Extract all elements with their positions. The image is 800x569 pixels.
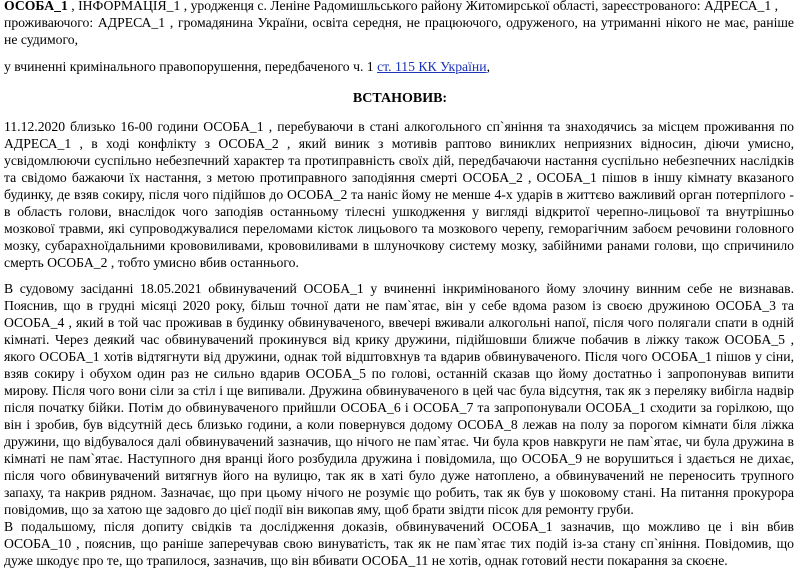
paragraph-2-line: кімнаті. Через деякий час обвинувачений прокинувся від крику дружини, підійшовши ближче побачив в ліжку також ОСОБА_5 ,	[4, 332, 794, 347]
paragraph-2-line: запаху, та накрив рядном. Зазначає, що при цьому нічого не розуміє що робить, так як був у шоковому стані. На питання прокурора	[4, 485, 794, 500]
paragraph-2-line: якого ОСОБА_1 хотів відтягнути від дружини, однак той відштовхнув та вдарив обвинуваченого. Після чого ОСОБА_1 пішов у сіни,	[4, 349, 794, 364]
paragraph-2-line: В судовому засіданні 18.05.2021 обвинувачений ОСОБА_1 у вчиненні інкримінованого йому злочину винним себе не визнавав.	[4, 281, 794, 296]
paragraph-3-line: ОСОБА_10 , пояснив, що раніше заперечував свою винуватість, так як не пам`ятає тих подій із-за стану сп`яніння. Повідомив, що	[4, 536, 794, 551]
intro-line-2: проживаючого: АДРЕСА_1 , громадянина України, освіта середня, не працюючого, одруженого, на утриманні нікого не має, раніше	[4, 15, 794, 30]
intro-line-1	[4, 0, 778, 14]
paragraph-3-line: дуже шкодує про те, що трапилося, зазначив, що він вбивати ОСОБА_11 не хотів, однак готовий нести покарання за скоєне.	[4, 553, 728, 568]
paragraph-1-line: в область голови, внаслідок чого заподіяв останньому тілесні ушкодження у вигляді відкритої черепно-лицьової та внутрішньо	[4, 204, 794, 219]
paragraph-1-line: смерть ОСОБА_2 , тобто умисно вбив останнього.	[4, 255, 299, 270]
paragraph-1-line: мозку, субарахноїдальними крововиливами, крововиливами в шлуночкову систему мозку, забійними ранами голови, що спричинило	[4, 238, 794, 253]
charge-text: у вчиненні кримінального правопорушення, передбаченого ч. 1	[4, 59, 378, 74]
law-article-link[interactable]: ст. 115 КК України	[377, 59, 487, 74]
intro-line-1-text: , ІНФОРМАЦІЯ_1 , уродженця с. Леніне Радомишльського району Житомирської області, зареєстрованого: АДРЕСА_1 ,	[67, 0, 779, 13]
paragraph-2-line: мирову. Після чого вони сіли за стіл і ще випивали. Дружина обвинуваченого в цей час була відсутня, так як з переляку вибігла надвір	[4, 383, 794, 398]
paragraph-2-line: він і зробив, був відсутній десь близько години, а коли повернувся додому ОСОБА_8 лежав на полу за порогом кімнати біля ліжка	[4, 417, 794, 432]
paragraph-2-line: дружини, що відбувалося далі обвинувачений зазначив, що нічого не пам`ятає. Чи була кров навкруги не пам`ятає, чи була дружина в	[4, 434, 794, 449]
paragraph-1-line: будинку, де взяв сокиру, після чого підійшов до ОСОБА_2 та наніс йому не менше 4-х ударів в життєво важливий орган потерпілого -	[4, 187, 794, 202]
paragraph-2-line: Пояснив, що в грудні місяці 2020 року, більш точної дати не пам`ятає, він у себе вдома разом із своєю дружиною ОСОБА_3 та	[4, 298, 794, 313]
paragraph-1-line: усвідомлюючи суспільно небезпечний характер та протиправність своїх дій, передбачаючи настання суспільно небезпечних наслідків	[4, 153, 794, 168]
charge-line	[4, 58, 490, 75]
paragraph-2-line: після початку бійки. Потім до обвинуваченого прийшли ОСОБА_6 і ОСОБА_7 та запропонували ОСОБА_1 сходити за горілкою, що	[4, 400, 794, 415]
paragraph-1-line: мозкової травми, які супроводжувалися переломами кісток лицьового та мозкового черепу, геморагічним забоєм речовини головного	[4, 221, 794, 236]
paragraph-1-line: АДРЕСА_1 , в ході конфлікту з ОСОБА_2 , який виник з мотивів раптово виниклих неприязних відносин, діючи умисно,	[4, 136, 794, 151]
paragraph-2-line: ОСОБА_4 , який в той час проживав в будинку обвинуваченого, ввечері вживали алкогольні напої, після чого полягали спати в одній	[4, 315, 794, 330]
section-heading: ВСТАНОВИВ:	[352, 91, 448, 106]
paragraph-2-line: повідомив, що за хатою ще задовго до цієї події він викопав яму, щоб брати звідти пісок для ремонту груби.	[4, 502, 634, 517]
intro-line-3: не судимого,	[4, 32, 79, 47]
accused-name: ОСОБА_1	[4, 0, 68, 13]
charge-tail: ,	[486, 59, 491, 74]
paragraph-2-line: кімнаті не пам`ятає. Наступного дня вранці його розбудила дружина і повідомила, що ОСОБА_9 не ворушиться і здається не дихає,	[4, 451, 794, 466]
paragraph-1-line: та свідомо бажаючи їх настання, з метою протиправного заподіяння смерті ОСОБА_2 , ОСОБА_1 пішов в іншу кімнату вказаного	[4, 170, 794, 185]
paragraph-2-line: після чого обвинувачений витягнув його на вулицю, так як в хаті було дуже натоплено, а обвинувачений не переносить трупного	[4, 468, 794, 483]
paragraph-3-line: В подальшому, після допиту свідків та дослідження доказів, обвинувачений ОСОБА_1 зазначив, що можливо це і він вбив	[4, 519, 794, 534]
paragraph-1-line: 11.12.2020 близько 16-00 години ОСОБА_1 , перебуваючи в стані алкогольного сп`яніння та знаходячись за місцем проживання по	[4, 119, 794, 134]
paragraph-2-line: взяв сокиру і обухом один раз не сильно вдарив ОСОБА_5 по голові, останній сказав що йому достатньо і запропонував випити	[4, 366, 794, 381]
